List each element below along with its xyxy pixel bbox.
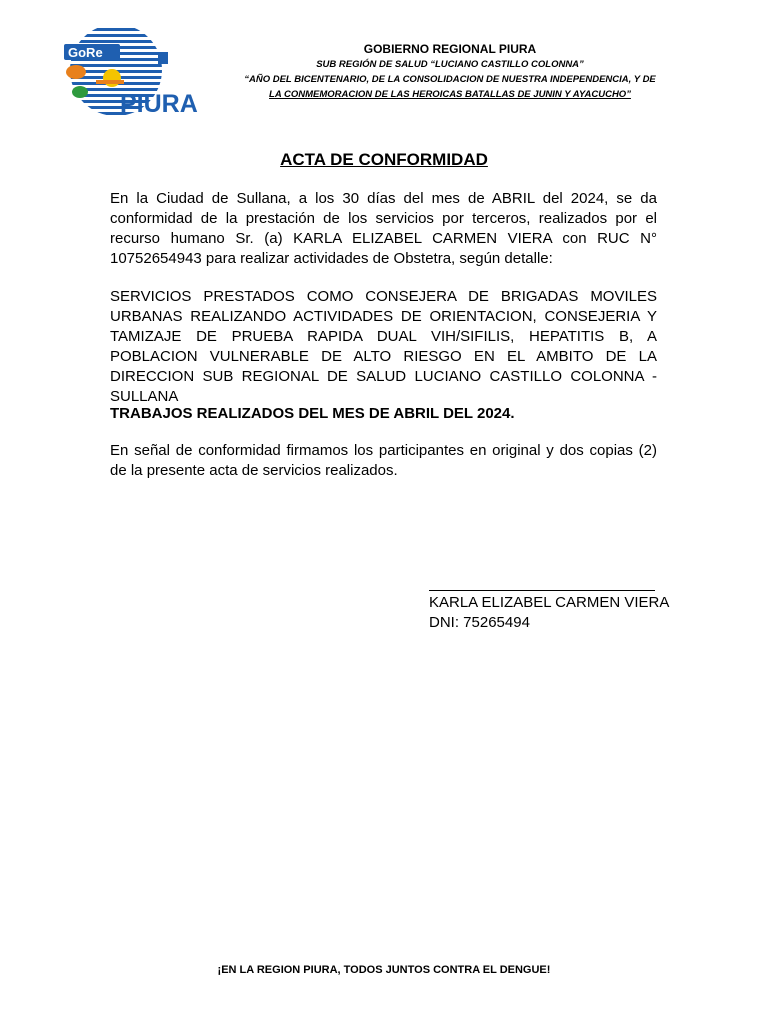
conformity-paragraph: En señal de conformidad firmamos los participantes en original y dos copias (2) de la presente acta de servicios realizados.: [110, 442, 657, 479]
gore-piura-emblem: [62, 24, 208, 118]
header-year-line-1: “AÑO DEL BICENTENARIO, DE LA CONSOLIDACION DE NUESTRA INDEPENDENCIA, Y DE: [244, 74, 656, 85]
services-paragraph: SERVICIOS PRESTADOS COMO CONSEJERA DE BRIGADAS MOVILES URBANAS REALIZANDO ACTIVIDADES DE ORIENTACION, CONSEJERIA Y TAMIZAJE DE PRUEBA RAPIDA DUAL VIH/SIFILIS, HEPATITIS B, A POBLACION VULNERABLE DE ALTO RIESGO EN EL AMBITO DE LA DIRECCION SUB REGIONAL DE SALUD LUCIANO CASTILLO COLONNA - SULLANA: [110, 288, 657, 405]
gore-piura-logo: [62, 24, 208, 118]
document-header: [212, 42, 688, 102]
header-year-line-2: LA CONMEMORACION DE LAS HEROICAS BATALLAS DE JUNIN Y AYACUCHO”: [269, 89, 631, 100]
signatory-dni: DNI: 75265494: [429, 614, 530, 631]
logo-gore-text: GoRe: [68, 45, 103, 60]
signature-block: [429, 572, 669, 633]
footer-slogan: ¡EN LA REGION PIURA, TODOS JUNTOS CONTRA EL DENGUE!: [217, 964, 551, 976]
header-sub-region: SUB REGIÓN DE SALUD “LUCIANO CASTILLO COLONNA”: [316, 59, 584, 70]
signature-line: [429, 572, 655, 591]
header-organization: GOBIERNO REGIONAL PIURA: [363, 42, 537, 56]
intro-paragraph: En la Ciudad de Sullana, a los 30 días del mes de ABRIL del 2024, se da conformidad de la prestación de los servicios por terceros, realizados por el recurso humano Sr. (a) KARLA ELIZABEL CARMEN VIERA con RUC N° 10752654943 para realizar actividades de Obstetra, según detalle:: [110, 190, 657, 267]
logo-piura-text: PIURA: [120, 90, 198, 118]
document-title: ACTA DE CONFORMIDAD: [280, 150, 488, 169]
signatory-name: KARLA ELIZABEL CARMEN VIERA: [429, 594, 670, 611]
work-period-paragraph: TRABAJOS REALIZADOS DEL MES DE ABRIL DEL 2024.: [110, 405, 515, 422]
